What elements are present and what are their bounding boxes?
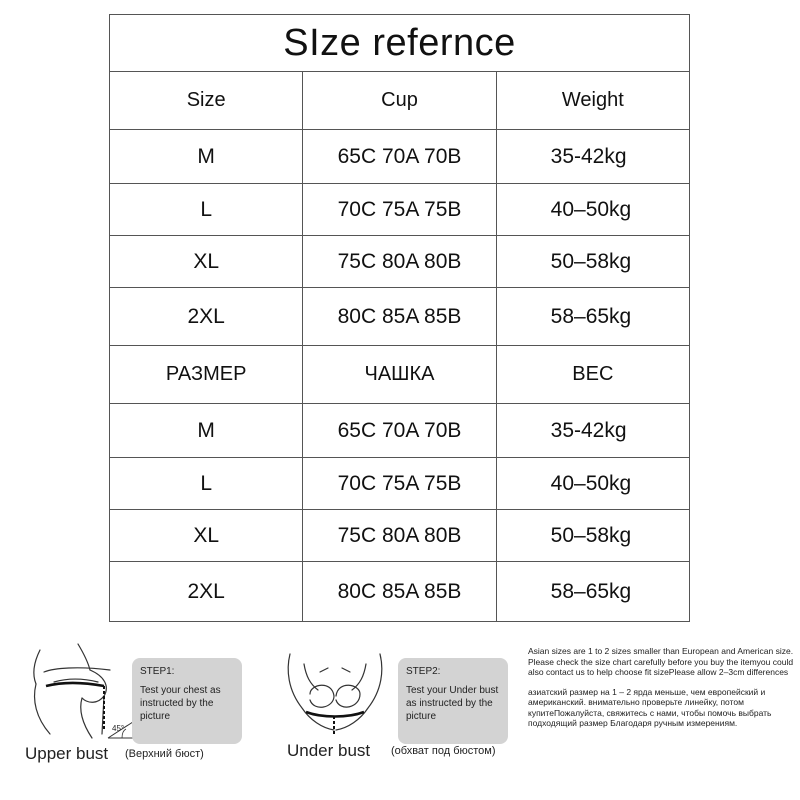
size-cell: M [110, 404, 303, 458]
upper-bust-label-ru: (Верхний бюст) [125, 748, 204, 760]
cup-cell: 75C 80A 80B [303, 236, 496, 288]
header-size: Size [110, 72, 303, 130]
size-note-en: Asian sizes are 1 to 2 sizes smaller than European and American size. Please check the size chart carefully before you buy the itemyou could also contact us to help choose fit sizePlease allow 2–3cm differences [528, 646, 794, 677]
weight-cell: 35-42kg [496, 130, 689, 184]
size-cell: L [110, 458, 303, 510]
size-cell: M [110, 130, 303, 184]
cup-cell: 65C 70A 70B [303, 130, 496, 184]
step2-title: STEP2: [406, 666, 441, 677]
measurement-guide [0, 630, 800, 800]
weight-cell: 50–58kg [496, 236, 689, 288]
angle-label: 45° [112, 724, 125, 733]
weight-cell: 35-42kg [496, 404, 689, 458]
table-row [110, 130, 690, 184]
table-row [110, 458, 690, 510]
table-row [110, 184, 690, 236]
size-cell: XL [110, 236, 303, 288]
table-row [110, 562, 690, 622]
cup-cell: 70C 75A 75B [303, 458, 496, 510]
cup-cell: 70C 75A 75B [303, 184, 496, 236]
cup-cell: 65C 70A 70B [303, 404, 496, 458]
weight-cell: 50–58kg [496, 510, 689, 562]
table-title: SIze refernce [110, 15, 690, 72]
size-notes [528, 646, 796, 738]
header-cup-ru: ЧАШКА [303, 346, 496, 404]
size-cell: L [110, 184, 303, 236]
weight-cell: 40–50kg [496, 458, 689, 510]
size-note-ru: азиатский размер на 1 – 2 ярда меньше, чем европейский и американский. внимательно проверьте линейку, потом купитеПожалуйста, свяжитесь с нами, чтобы помочь выбрать подходящий размер Благодаря ручным измерениям. [528, 686, 772, 728]
step2-box [398, 658, 508, 744]
upper-bust-label: Upper bust [25, 744, 109, 763]
table-row [110, 236, 690, 288]
header-size-ru: РАЗМЕР [110, 346, 303, 404]
table-row [110, 404, 690, 458]
under-bust-label: Under bust [287, 741, 371, 760]
cup-cell: 80C 85A 85B [303, 562, 496, 622]
under-bust-label-ru: (обхват под бюстом) [391, 745, 496, 757]
under-bust-figure-icon [280, 650, 390, 740]
size-cell: 2XL [110, 562, 303, 622]
weight-cell: 40–50kg [496, 184, 689, 236]
table-header-row [110, 72, 690, 130]
header-cup: Cup [303, 72, 496, 130]
step1-title: STEP1: [140, 666, 175, 677]
size-cell: 2XL [110, 288, 303, 346]
step2-text: Test your Under bust as instructed by the picture [406, 685, 499, 722]
weight-cell: 58–65kg [496, 288, 689, 346]
header-weight-ru: ВЕС [496, 346, 689, 404]
cup-cell: 75C 80A 80B [303, 510, 496, 562]
cup-cell: 80C 85A 85B [303, 288, 496, 346]
table-row [110, 510, 690, 562]
size-reference-table [109, 14, 690, 622]
size-cell: XL [110, 510, 303, 562]
table-header-row-ru [110, 346, 690, 404]
step1-text: Test your chest as instructed by the picture [140, 685, 221, 722]
step1-box [132, 658, 242, 744]
table-row [110, 288, 690, 346]
weight-cell: 58–65kg [496, 562, 689, 622]
header-weight: Weight [496, 72, 689, 130]
